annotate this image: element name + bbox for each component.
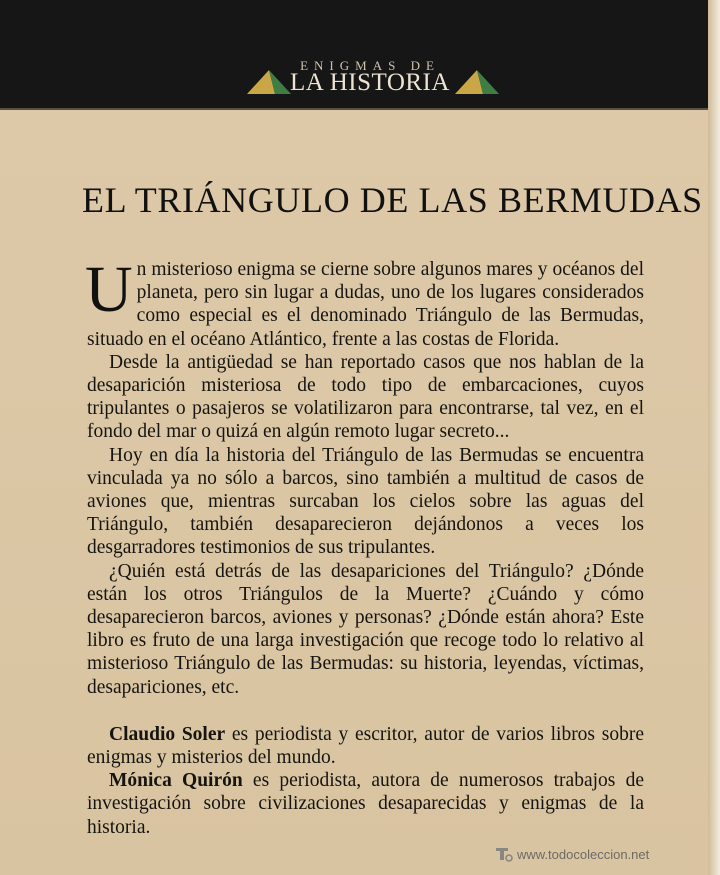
author-name: Claudio Soler: [109, 723, 226, 745]
drop-cap: U: [85, 253, 133, 326]
author-name: Mónica Quirón: [109, 770, 243, 792]
series-title: LA HISTORIA: [290, 69, 450, 96]
pyramid-icon: [453, 68, 501, 94]
paragraph: Un misterioso enigma se cierne sobre algunos mares y océanos del planeta, pero sin lugar a dudas, uno de los lugares considerados como especial es el denominado Triángulo de las Bermudas, situado en el océano Atlántico, frente a las costas de Florida.: [85, 253, 644, 350]
paragraph: Hoy en día la historia del Triángulo de las Bermudas se encuentra vinculada ya no sólo a barcos, sino también a multitud de casos de aviones que, mientras surcaban los cielos sobre las aguas del Triángulo, también desaparecieron dejándonos a veces los desgarradores testimonios de sus tripulantes.: [87, 444, 644, 559]
watermark: [493, 845, 713, 863]
series-logo: [245, 56, 495, 102]
paragraph: Desde la antigüedad se han reportado casos que nos hablan de la desaparición misteriosa de todo tipo de embarcaciones, cuyos tripulantes o pasajeros se volatilizaron para encontrarse, tal vez, en el fondo del mar o quizá en algún remoto lugar secreto...: [87, 351, 644, 443]
page-edge: [708, 0, 720, 875]
author-section: [87, 723, 644, 839]
author-bio: Mónica Quirón es periodista, autora de numerosos trabajos de investigación sobre civilizaciones desaparecidas y enigmas de la historia.: [87, 770, 644, 838]
series-subtitle: ENIGMAS DE: [300, 58, 440, 73]
blurb-text: [85, 253, 644, 839]
header-bar: [0, 0, 720, 110]
book-title: EL TRIÁNGULO DE LAS BERMUDAS: [82, 180, 703, 220]
watermark-text: www.todocoleccion.net: [517, 847, 650, 862]
paragraph: ¿Quién está detrás de las desapariciones del Triángulo? ¿Dónde están los otros Triángulos de la Muerte? ¿Cuándo y cómo desaparecieron barcos, aviones y personas? ¿Dónde están ahora? Este libro es fruto de una larga investigación que recoge todo lo relativo al misterioso Triángulo de las Bermudas: su historia, leyendas, víctimas, desapariciones, etc.: [87, 560, 644, 698]
todocoleccion-logo-icon: [493, 844, 513, 864]
author-bio: Claudio Soler es periodista y escritor, autor de varios libros sobre enigmas y misterios del mundo.: [87, 723, 644, 769]
